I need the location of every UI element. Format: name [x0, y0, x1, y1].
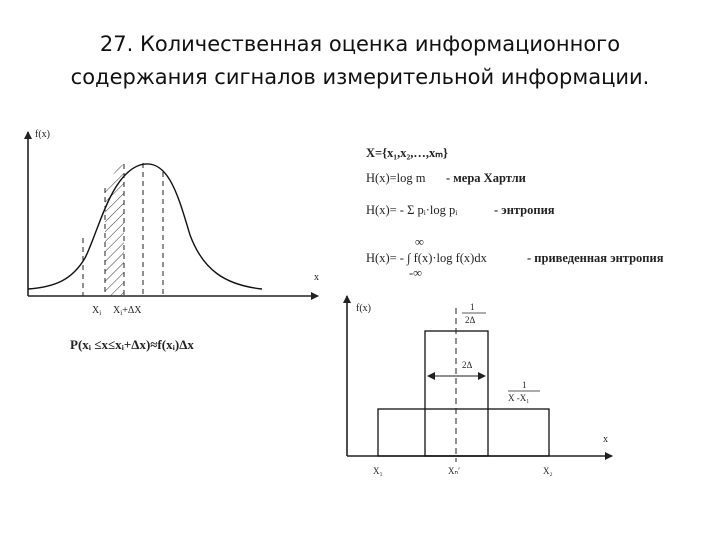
title-line-2: содержания сигналов измерительной информации.	[70, 65, 650, 89]
tick-xi-dx: $X_i+\Delta X$	[113, 305, 142, 317]
formula-entropy-lhs: H(x)= - Σ pᵢ·log pᵢ	[366, 203, 458, 217]
wide-uniform-rect	[378, 409, 549, 456]
integral-upper-limit: ∞	[415, 235, 424, 249]
tick-xi: $X_i$	[92, 305, 102, 317]
left-y-axis-label: f(x)	[35, 129, 50, 140]
probability-formula: P(xᵢ ≤x≤xᵢ+Δx)≈f(xᵢ)Δx	[70, 337, 194, 352]
formula-set: X={x₁,x₂,…,xₘ}	[366, 146, 448, 160]
formula-reduced-lhs: H(x)= - ∫ f(x)·log f(x)dx	[366, 251, 487, 265]
right-x-axis-label: x	[603, 434, 608, 445]
formula-entropy-rhs: - энтропия	[494, 203, 555, 217]
tick-x1: X₁	[373, 466, 383, 476]
tall-height-num: 1	[470, 302, 475, 312]
right-uniform-plot	[347, 296, 612, 476]
left-density-plot	[28, 129, 319, 352]
tall-height-den: 2Δ	[465, 315, 476, 325]
title-line-1: 27. Количественная оценка информационного	[99, 32, 621, 56]
formula-hartley-rhs: - мера Хартли	[446, 171, 526, 185]
integral-lower-limit: -∞	[409, 266, 423, 280]
width-label: 2Δ	[462, 360, 473, 370]
entropy-formulas	[366, 146, 664, 280]
hatched-probability-strip	[105, 164, 124, 296]
low-height-num: 1	[522, 380, 527, 390]
density-curve	[28, 164, 262, 289]
left-x-axis-label: x	[314, 272, 319, 283]
formula-reduced-rhs: - приведенная энтропия	[527, 251, 664, 265]
right-y-axis-label: f(x)	[356, 303, 371, 314]
tick-xn: Xₙ′	[448, 466, 461, 476]
low-height-den: X -X₁	[508, 393, 530, 403]
tick-x2: X₂	[543, 466, 553, 476]
formula-hartley-lhs: H(x)=log m	[366, 171, 426, 185]
